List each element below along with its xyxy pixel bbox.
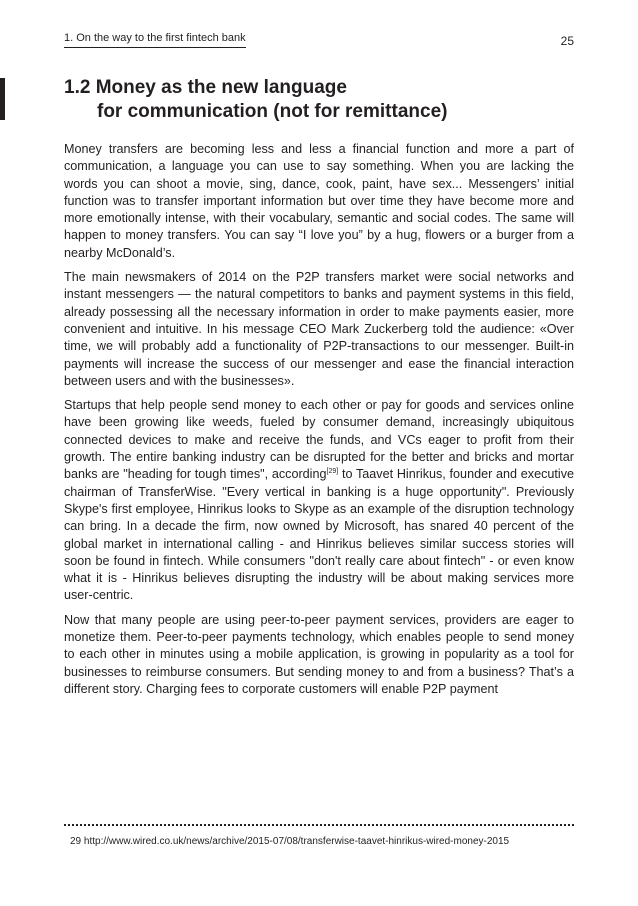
footnote-divider xyxy=(64,824,574,826)
paragraph-2: The main newsmakers of 2014 on the P2P transfers market were social networks and instant messengers — the natural competitors to banks and payment systems in this field, already possessing all the necessary information in order to make payments easier, more convenient and intuitive. In his message CEO Mark Zuckerberg told the audience: «Over time, we will probably add a functionality of P2P-transactions to our messenger. Built-in payments will increase the success of our messenger and ease the financial interaction between users and with the businesses». xyxy=(64,270,574,388)
running-head: 1. On the way to the first fintech bank xyxy=(64,32,246,48)
paragraph-3 xyxy=(64,397,574,605)
section-number: 1.2 xyxy=(64,77,91,98)
paragraph-3-part1: Startups that help people send money to each other or pay for goods and services online have been growing like weeds, fueled by consumer demand, increasingly ubiquitous connected devices to make and receive the funds, and VCs eager to profit from their growth. The entire banking industry can be disrupted for the better and bricks and mortar banks are "heading for tough times", according xyxy=(64,398,574,482)
section-marker-bar xyxy=(0,78,5,120)
paragraph-4: Now that many people are using peer-to-peer payment services, providers are eager to monetize them. Peer-to-peer payments technology, which enables people to send money to each other in minutes using a mobile application, is growing in popularity as a tool for businesses to reimburse consumers. But sending money to and from a business? That’s a different story. Charging fees to corporate customers will enable P2P payment xyxy=(64,612,574,696)
section-heading xyxy=(64,76,584,124)
section-title-line1: Money as the new language xyxy=(95,77,347,98)
footnote-reference[interactable]: [29] xyxy=(326,468,339,476)
paragraph-1: Money transfers are becoming less and less a financial function and more a part of communication, a language you can use to say something. When you are lacking the words you can shoot a movie, sing, dance, cook, paint, have sex... Messengers’ initial function was to transfer important information but over time they have become more and more emotionally intense, with their vocabulary, semantic and social codes. The same will happen to money transfers. You can say “I love you” by a hug, flowers or a burger from a nearby McDonald’s. xyxy=(64,142,574,260)
paragraph-3-part2: to Taavet Hinrikus, founder and executive chairman of TransferWise. "Every vertical in banking is a huge opportunity". Previously Skype's first employee, Hinrikus looks to Skype as an example of the disruption technology can bring. In a decade the firm, now owned by Microsoft, has snared 40 percent of the global market in international calling - and Hinrikus believes similar success stories will soon be found in fintech. While consumers "don't really care about fintech" - or even know what it is - Hinrikus believes disrupting the industry will be about making services more user-centric. xyxy=(64,467,574,603)
body-text xyxy=(64,141,574,705)
section-title-line2: for communication (not for remittance) xyxy=(97,101,448,122)
footnote: 29 http://www.wired.co.uk/news/archive/2015-07/08/transferwise-taavet-hinrikus-wired-money-2015 xyxy=(70,836,510,847)
page-number: 25 xyxy=(560,34,574,48)
